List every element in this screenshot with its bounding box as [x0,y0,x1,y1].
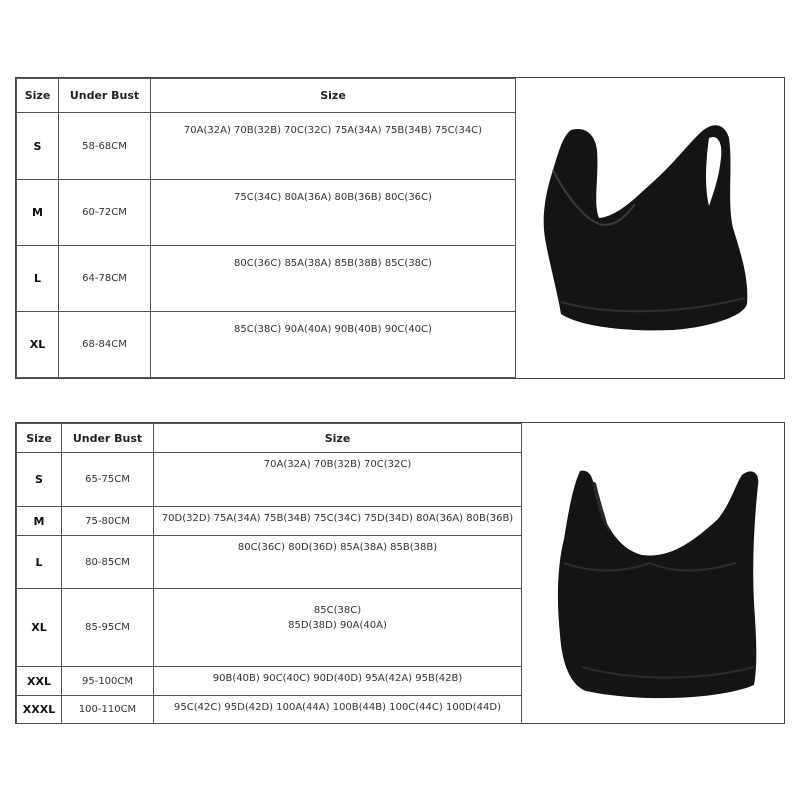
bra-size-list [154,667,522,696]
bra-size-line: 80C(36C) 80D(36D) 85A(38A) 85B(38B) [237,542,438,553]
under-bust-value: 95-100CM [62,667,154,696]
header-size: Size [17,79,59,113]
size-label: S [17,113,59,180]
bra-size-line: 85D(38D) 90A(40A) [288,620,387,631]
size-label: XL [17,589,62,667]
under-bust-value: 100-110CM [62,696,154,724]
table-row [17,667,522,696]
bra-size-line: 70A(32A) 70B(32B) 70C(32C) [263,459,412,470]
bra-size-line: 90B(40B) 90C(40C) 90D(40D) 95A(42A) 95B(42B) [212,673,463,684]
bra-size-line: 70A(32A) 70B(32B) 70C(32C) 75A(34A) 75B(34B) 75C(34C) [183,125,483,136]
table-row [17,312,516,378]
under-bust-value: 60-72CM [59,180,151,246]
bra-size-list [154,507,522,536]
under-bust-value: 85-95CM [62,589,154,667]
header-size-range: Size [151,79,516,113]
bra-size-list [154,453,522,507]
table-row [17,453,522,507]
table-row [17,180,516,246]
under-bust-value: 64-78CM [59,246,151,312]
size-label: XXL [17,667,62,696]
header-under-bust: Under Bust [59,79,151,113]
table-row [17,507,522,536]
table-row [17,589,522,667]
table-row [17,696,522,724]
bra-size-line: 80C(36C) 85A(38A) 85B(38B) 85C(38C) [234,258,432,269]
bra-size-line: 75C(34C) 80A(36A) 80B(36B) 80C(36C) [234,192,432,203]
bra-body-shape [558,471,758,698]
under-bust-value: 80-85CM [62,536,154,589]
racerback-bra-photo [513,78,784,377]
bra-size-line: 70D(32D) 75A(34A) 75B(34B) 75C(34C) 75D(34D) 80A(36A) 80B(36B) [161,513,514,524]
bra-size-list [154,696,522,724]
table-row [17,246,516,312]
table-header-row [17,79,516,113]
table-row [17,536,522,589]
bra-size-list [151,113,516,180]
size-label: M [17,507,62,536]
bra-size-line: 85C(38C) [313,605,362,616]
bra-size-list [154,536,522,589]
bra-size-list [151,312,516,378]
table-header-row [17,424,522,453]
sports-bra-photo [522,423,784,722]
bra-size-list [151,180,516,246]
under-bust-value: 65-75CM [62,453,154,507]
size-chart-1 [15,77,785,379]
header-size-range: Size [154,424,522,453]
under-bust-value: 58-68CM [59,113,151,180]
size-label: S [17,453,62,507]
header-under-bust: Under Bust [62,424,154,453]
under-bust-value: 68-84CM [59,312,151,378]
bra-size-line: 95C(42C) 95D(42D) 100A(44A) 100B(44B) 100C(44C) 100D(44D) [174,702,501,713]
size-label: L [17,246,59,312]
size-label: L [17,536,62,589]
bra-size-list [151,246,516,312]
size-label: XL [17,312,59,378]
size-table-2 [16,423,522,724]
size-table-1 [16,78,516,378]
bra-size-line: 85C(38C) 90A(40A) 90B(40B) 90C(40C) [234,324,432,335]
under-bust-value: 75-80CM [62,507,154,536]
bra-size-list [154,589,522,667]
size-label: M [17,180,59,246]
table-row [17,113,516,180]
header-size: Size [17,424,62,453]
size-chart-2 [15,422,785,724]
size-label: XXXL [17,696,62,724]
